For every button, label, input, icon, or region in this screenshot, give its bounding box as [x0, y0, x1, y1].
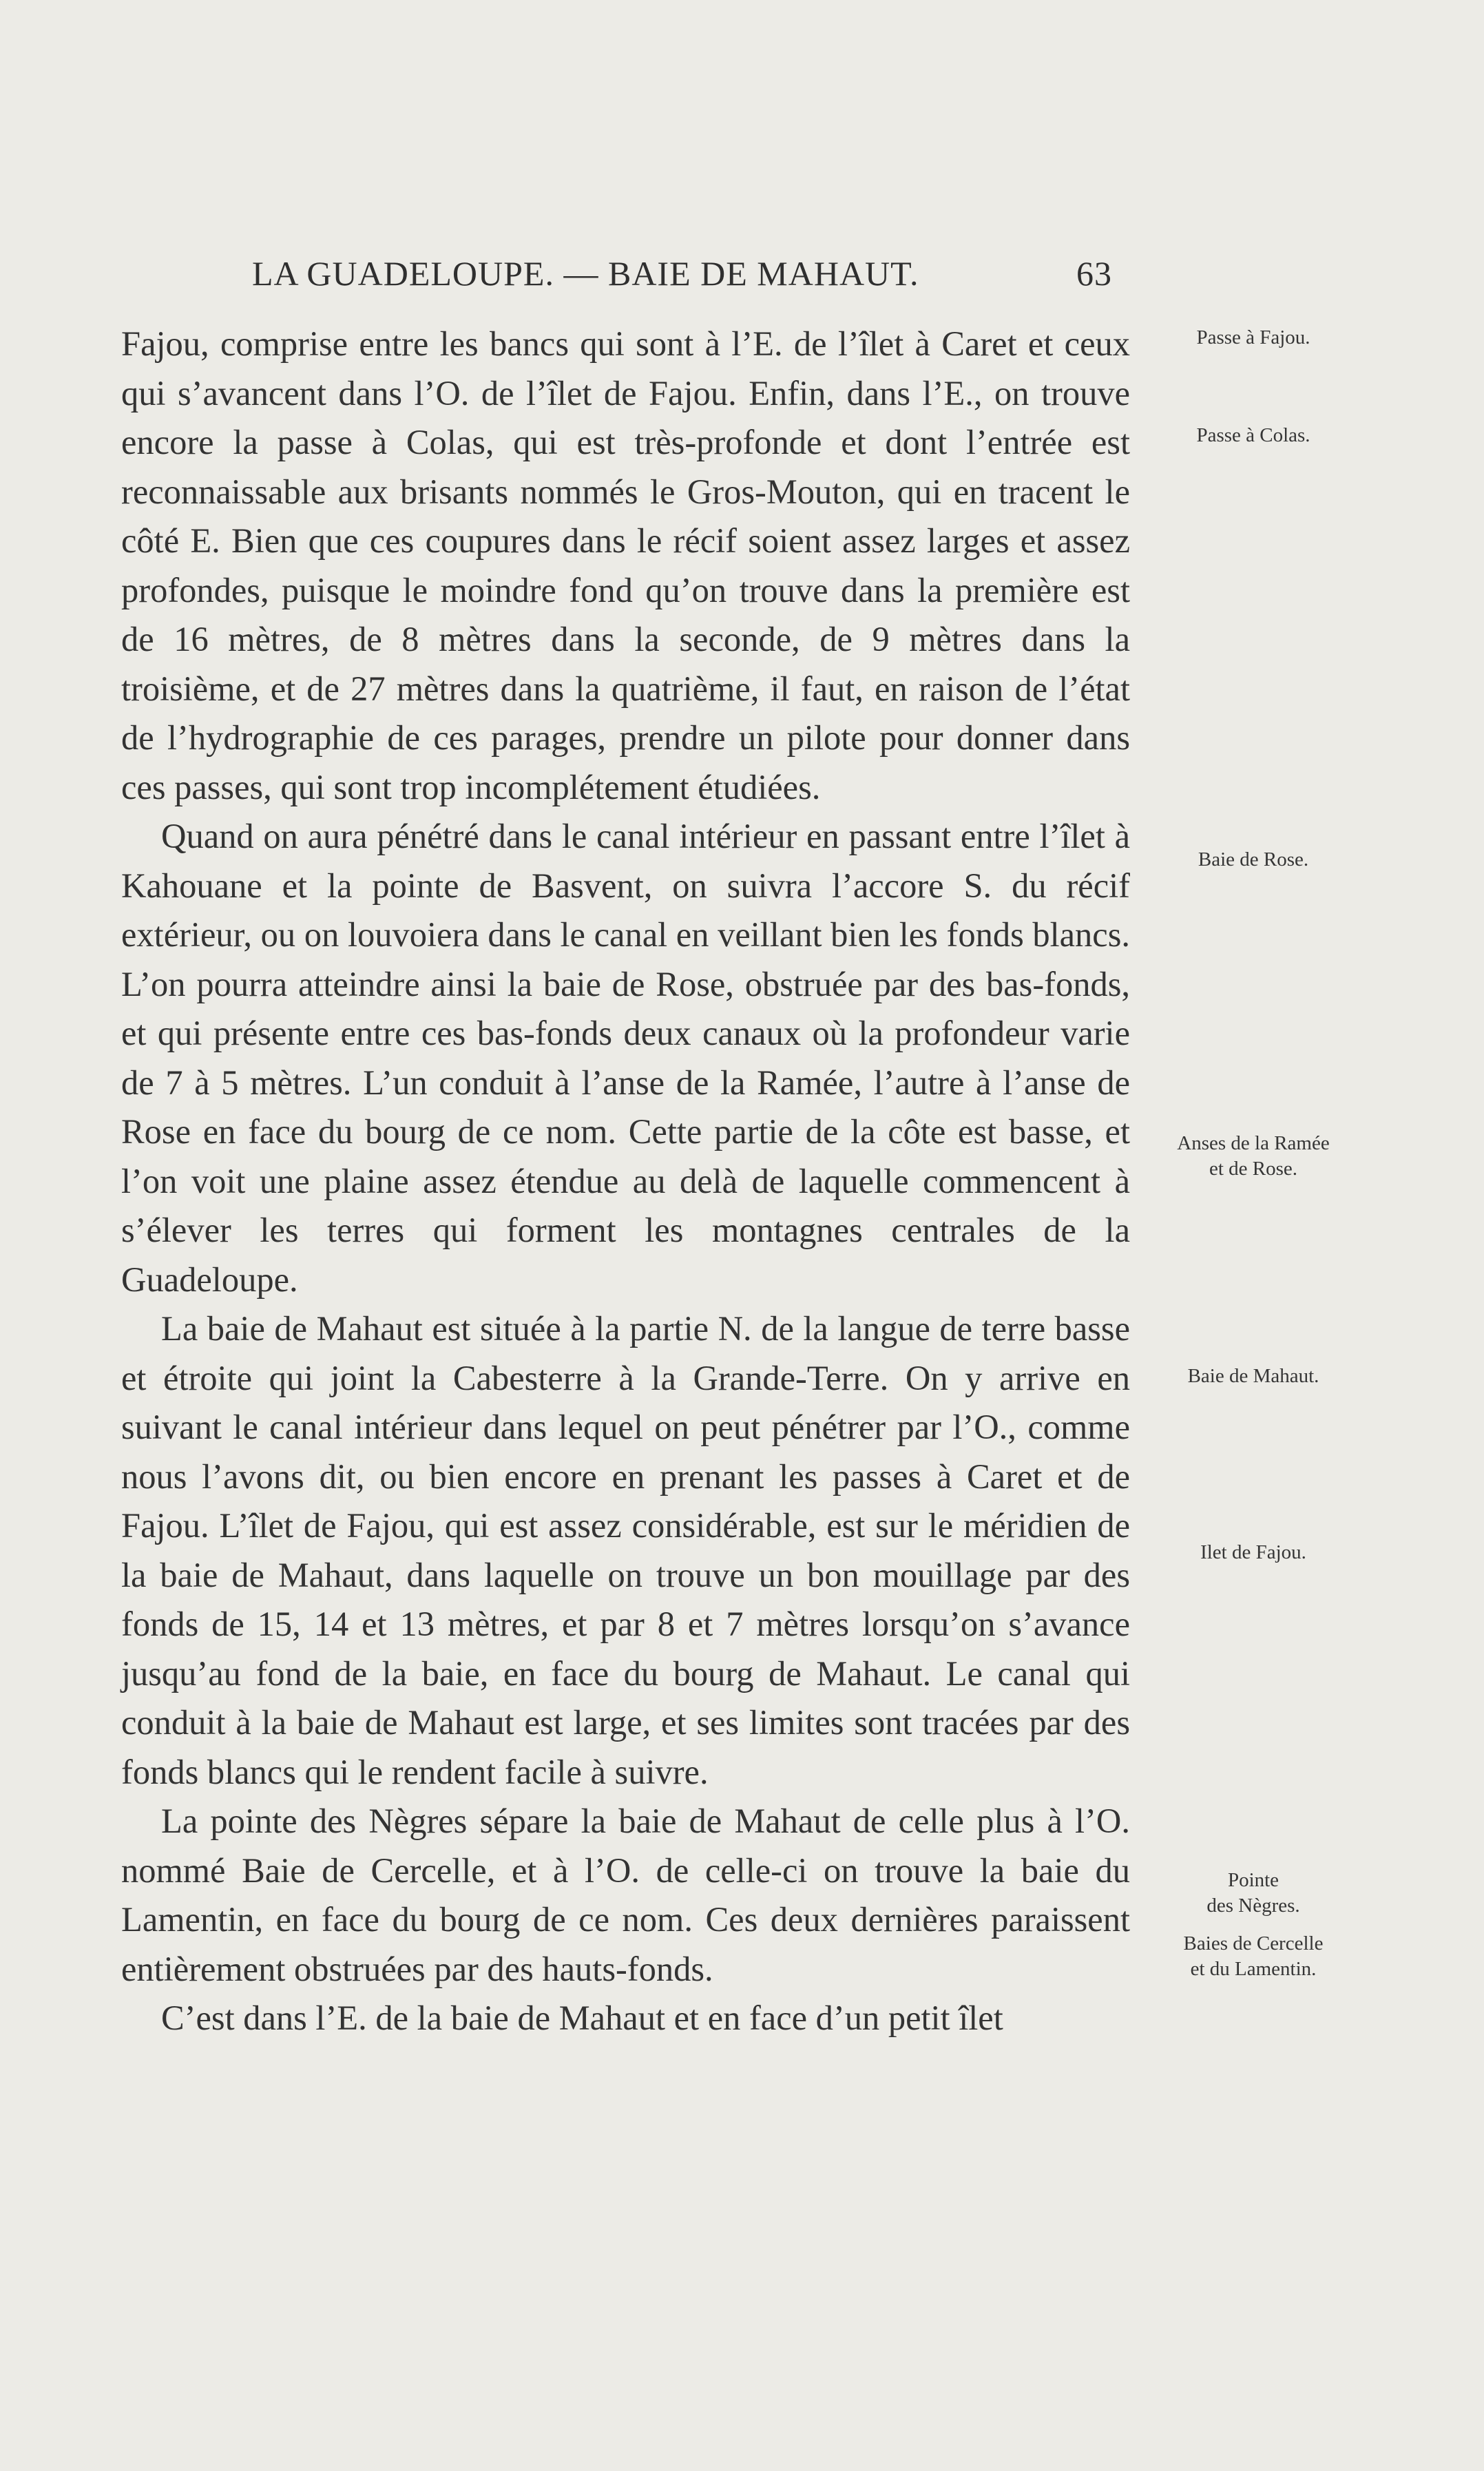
paragraph-5: C’est dans l’E. de la baie de Mahaut et en face d’un petit îlet [161, 1999, 1003, 2037]
margin-note-ilet-fajou [1147, 1540, 1360, 1565]
margin-note-passe-fajou [1147, 325, 1360, 351]
paragraph-3: La baie de Mahaut est située à la partie N. de la langue de terre basse et étroite qui joint la Cabesterre à la Grande-Terre. On y arrive en suivant le canal intérieur dans lequel on peut pénétrer par l’O., comme nous l’avons dit, ou bien encore en prenant les passes à Caret et de Fajou. L’îlet de Fajou, qui est assez considérable, est sur le méridien de la baie de Mahaut, dans laquelle on trouve un bon mouillage par des fonds de 15, 14 et 13 mètres, et par 8 et 7 mètres lorsqu’on s’avance jusqu’au fond de la baie, en face du bourg de Mahaut. Le canal qui conduit à la baie de Mahaut est large, et ses limites sont tracées par des fonds blancs qui le rendent facile à suivre. [121, 1309, 1130, 1791]
margin-note-line: Pointe [1227, 1869, 1279, 1891]
margin-note-line: et de Rose. [1209, 1158, 1298, 1180]
body-text [121, 320, 1130, 2043]
margin-note-line: et du Lamentin. [1190, 1958, 1317, 1980]
margin-note-line: Baie de Mahaut. [1187, 1365, 1319, 1387]
header-title: LA GUADELOUPE. — BAIE DE MAHAUT. [252, 254, 919, 293]
margin-note-pointe-negres [1147, 1868, 1360, 1919]
margin-note-baie-mahaut [1147, 1364, 1360, 1389]
margin-note-line: Passe à Fajou. [1196, 326, 1310, 348]
paragraph-4: La pointe des Nègres sépare la baie de Mahaut de celle plus à l’O. nommé Baie de Cercelle, et à l’O. de celle-ci on trouve la baie du Lamentin, en face du bourg de ce nom. Ces deux dernières paraissent entièrement obstruées par des hauts-fonds. [121, 1802, 1130, 1988]
margin-note-line: Passe à Colas. [1196, 424, 1310, 446]
page-number: 63 [1076, 254, 1112, 293]
running-header [121, 253, 1130, 302]
margin-note-line: Baies de Cercelle [1183, 1932, 1324, 1954]
paragraph-2: Quand on aura pénétré dans le canal intérieur en passant entre l’îlet à Kahouane et la pointe de Basvent, on suivra l’accore S. du récif extérieur, ou on louvoiera dans le canal en veillant bien les fonds blancs. L’on pourra atteindre ainsi la baie de Rose, obstruée par des bas-fonds, et qui présente entre ces bas-fonds deux canaux où la profondeur varie de 7 à 5 mètres. L’un conduit à l’anse de la Ramée, l’autre à l’anse de Rose en face du bourg de ce nom. Cette partie de la côte est basse, et l’on voit une plaine assez étendue au delà de laquelle commencent à s’élever les terres qui forment les montagnes centrales de la Guadeloupe. [121, 817, 1130, 1299]
margin-note-line: Ilet de Fajou. [1200, 1541, 1306, 1563]
margin-note-line: Anses de la Ramée [1177, 1132, 1330, 1154]
margin-note-baie-rose [1147, 847, 1360, 873]
margin-note-baies-cercelle [1147, 1931, 1360, 1982]
margin-note-line: Baie de Rose. [1198, 848, 1309, 870]
margin-note-line: des Nègres. [1206, 1895, 1300, 1917]
margin-note-anses [1147, 1131, 1360, 1182]
paragraph-1: Fajou, comprise entre les bancs qui sont à l’E. de l’îlet à Caret et ceux qui s’avancent dans l’O. de l’îlet de Fajou. Enfin, dans l’E., on trouve encore la passe à Colas, qui est très-profonde et dont l’entrée est reconnaissable aux brisants nommés le Gros-Mouton, qui en tracent le côté E. Bien que ces coupures dans le récif soient assez larges et assez profondes, puisque le moindre fond qu’on trouve dans la première est de 16 mètres, de 8 mètres dans la seconde, de 9 mètres dans la troisième, et de 27 mètres dans la quatrième, il faut, en raison de l’état de l’hydrographie de ces parages, prendre un pilote pour donner dans ces passes, qui sont trop incomplétement étudiées. [121, 324, 1130, 806]
margin-note-passe-colas [1147, 423, 1360, 448]
